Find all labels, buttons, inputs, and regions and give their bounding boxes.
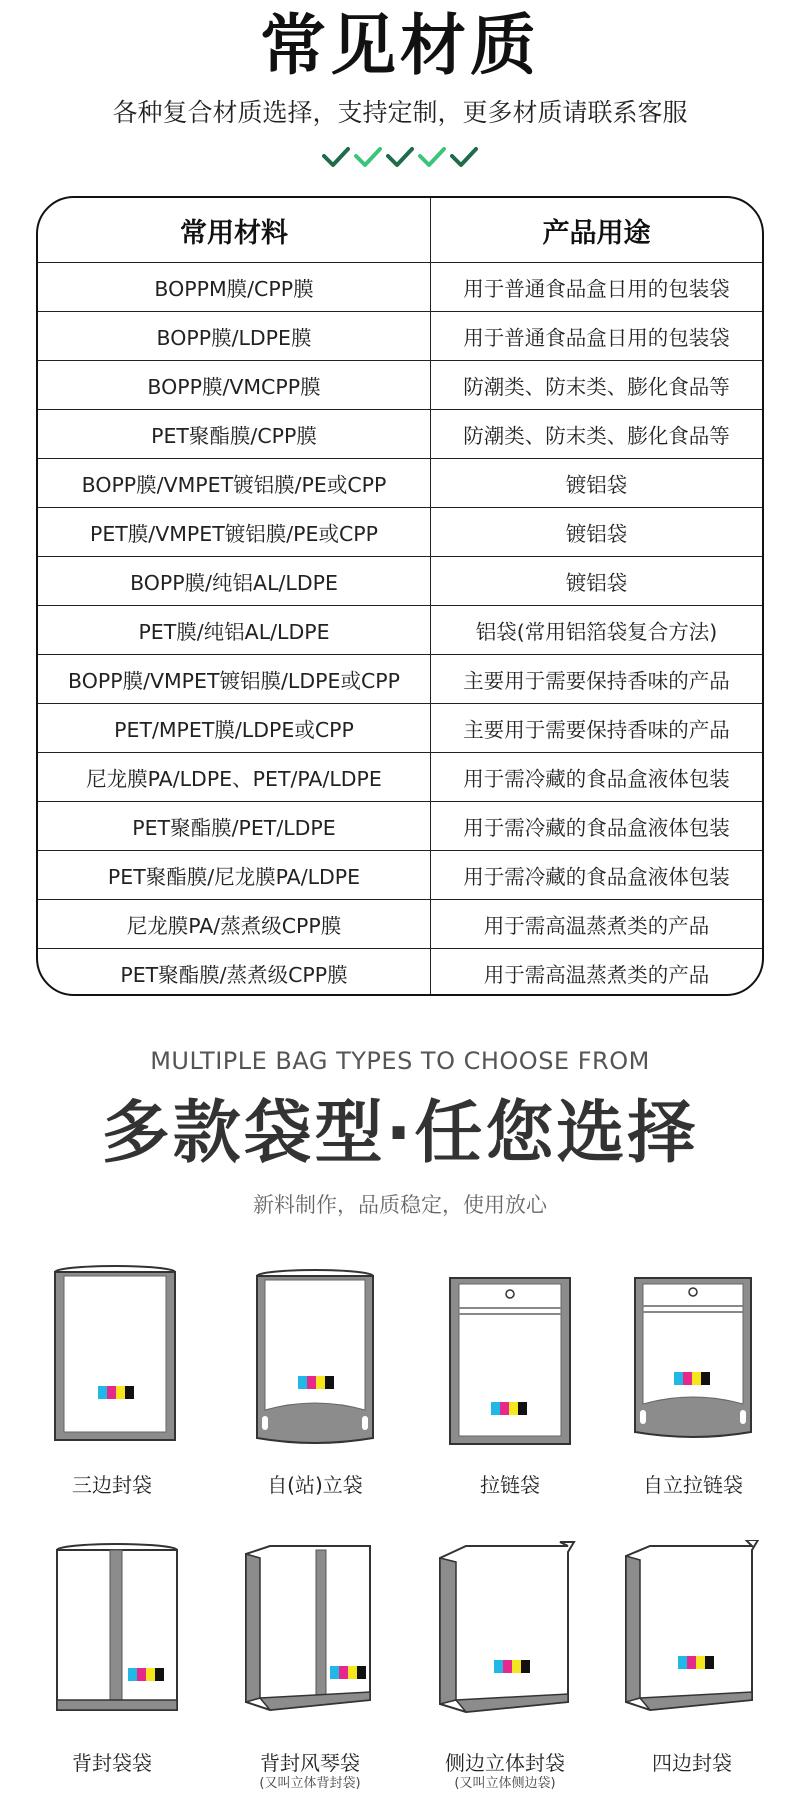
page-title: 常见材质 [260,7,540,84]
table-row [38,361,762,410]
material-cell: PET聚酯膜/PET/LDPE [38,802,431,851]
table-row [38,508,762,557]
material-cell: BOPP膜/VMPET镀铝膜/PE或CPP [38,459,431,508]
material-cell: 尼龙膜PA/蒸煮级CPP膜 [38,900,431,949]
bag-note: (又叫立体侧边袋) [454,1776,556,1791]
usage-cell: 镀铝袋 [431,557,763,606]
material-cell: PET膜/纯铝AL/LDPE [38,606,431,655]
bag-types-title-en: MULTIPLE BAG TYPES TO CHOOSE FROM [150,1047,650,1075]
check-icon [449,144,479,170]
three-side-seal-bag-icon [50,1262,180,1444]
material-cell: PET/MPET膜/LDPE或CPP [38,704,431,753]
bag-label: 三边封袋 [72,1473,152,1497]
materials-table [36,196,764,996]
usage-cell: 用于需冷藏的食品盒液体包装 [431,851,763,900]
four-side-seal-bag-icon [622,1540,760,1716]
bag-types-subtitle: 新料制作，品质稳定，使用放心 [253,1193,547,1217]
checkmarks-row [0,144,800,172]
material-cell: BOPP膜/VMPET镀铝膜/LDPE或CPP [38,655,431,704]
table-row [38,949,762,997]
material-cell: PET聚酯膜/CPP膜 [38,410,431,459]
bag-types-title: 多款袋型·任您选择 [101,1094,699,1173]
stand-up-zipper-bag-icon [628,1276,758,1442]
table-row [38,900,762,949]
stand-up-pouch-icon [250,1266,380,1450]
usage-cell: 用于普通食品盒日用的包装袋 [431,263,763,312]
usage-cell: 用于需高温蒸煮类的产品 [483,963,710,987]
bag-label: 背封风琴袋 [260,1751,360,1775]
zipper-bag-icon [445,1276,575,1448]
column-header-usage: 产品用途 [431,198,763,263]
bag-note: (又叫立体背封袋) [259,1776,361,1791]
side-gusset-bag-icon [436,1540,576,1718]
usage-cell: 用于需冷藏的食品盒液体包装 [431,802,763,851]
table-row [38,802,762,851]
table-row [38,753,762,802]
column-header-materials: 常用材料 [38,198,431,263]
check-icon [385,144,415,170]
check-icon [321,144,351,170]
back-seal-bag-icon [52,1540,182,1714]
material-cell: PET聚酯膜/蒸煮级CPP膜 [38,949,431,997]
table-row [38,704,762,753]
usage-cell: 镀铝袋 [431,508,763,557]
usage-cell: 用于普通食品盒日用的包装袋 [431,312,763,361]
usage-cell: 用于需高温蒸煮类的产品 [431,900,763,949]
usage-cell: 镀铝袋 [431,459,763,508]
table-header-row [38,198,762,263]
material-cell: 尼龙膜PA/LDPE、PET/PA/LDPE [38,753,431,802]
material-cell: BOPPM膜/CPP膜 [38,263,431,312]
bag-label: 侧边立体封袋 [445,1751,565,1775]
usage-cell: 主要用于需要保持香味的产品 [431,704,763,753]
back-seal-gusset-bag-icon [242,1540,378,1716]
materials-table-body [38,263,762,997]
usage-cell: 防潮类、防末类、膨化食品等 [431,361,763,410]
material-cell: PET膜/VMPET镀铝膜/PE或CPP [38,508,431,557]
bag-label: 拉链袋 [480,1473,540,1497]
material-cell: PET聚酯膜/尼龙膜PA/LDPE [38,851,431,900]
table-row [38,312,762,361]
usage-cell: 铝袋(常用铝箔袋复合方法) [431,606,763,655]
usage-cell: 防潮类、防末类、膨化食品等 [431,410,763,459]
usage-cell: 用于需冷藏的食品盒液体包装 [431,753,763,802]
bag-label: 自(站)立袋 [267,1473,363,1497]
bag-label: 四边封袋 [652,1751,732,1775]
table-row [38,459,762,508]
bag-label: 背封袋袋 [72,1751,152,1775]
material-cell: BOPP膜/VMCPP膜 [38,361,431,410]
material-cell: BOPP膜/LDPE膜 [38,312,431,361]
table-row [38,410,762,459]
table-row [38,557,762,606]
check-icon [417,144,447,170]
usage-cell: 主要用于需要保持香味的产品 [431,655,763,704]
table-row [38,606,762,655]
page-subtitle: 各种复合材质选择，支持定制，更多材质请联系客服 [112,98,688,127]
bag-label: 自立拉链袋 [643,1473,743,1497]
table-row [38,263,762,312]
table-row [38,655,762,704]
table-row [38,851,762,900]
check-icon [353,144,383,170]
material-cell: BOPP膜/纯铝AL/LDPE [38,557,431,606]
